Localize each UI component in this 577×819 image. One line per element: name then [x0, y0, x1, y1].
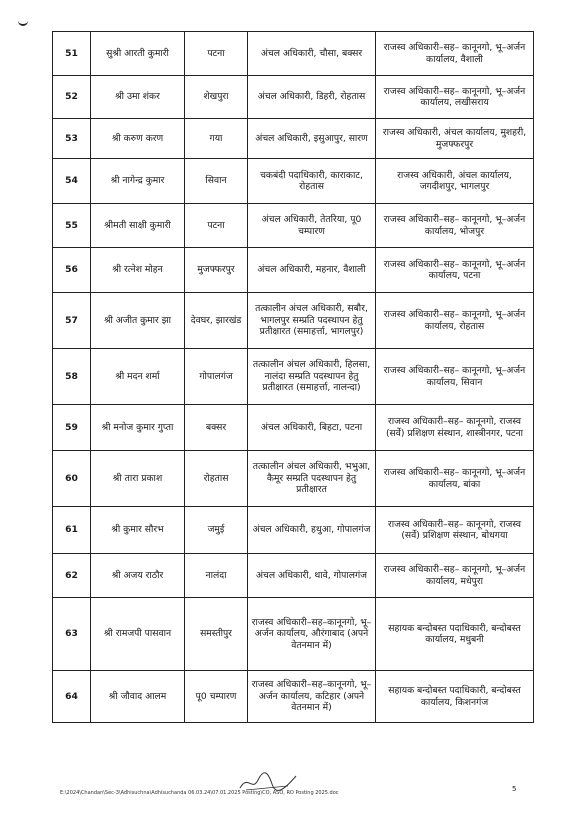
officer-name-cell: श्री नागेन्द्र कुमार	[91, 159, 185, 204]
table-row	[53, 598, 534, 671]
serial-number-cell: 58	[53, 349, 91, 405]
current-posting-cell: अंचल अधिकारी, बिहटा, पटना	[248, 405, 376, 451]
officer-name-cell: श्री उमा शंकर	[91, 76, 185, 119]
home-district-cell: जमुई	[185, 507, 248, 554]
current-posting-cell: तत्कालीन अंचल अधिकारी, सबौर, भागलपुर सम्प्रति पदस्थापन हेतु प्रतीक्षारत (समाहर्त्ता, भागलपुर)	[248, 293, 376, 349]
table-row	[53, 248, 534, 293]
serial-number-cell: 59	[53, 405, 91, 451]
officer-name-cell: सुश्री आरती कुमारी	[91, 32, 185, 76]
officer-name-cell: श्री मदन शर्मा	[91, 349, 185, 405]
new-posting-cell: राजस्व अधिकारी, अंचल कार्यालय, जगदीशपुर, भागलपुर	[376, 159, 534, 204]
home-district-cell: समस्तीपुर	[185, 598, 248, 671]
page-number: 5	[512, 785, 517, 793]
table-row	[53, 159, 534, 204]
serial-number-cell: 62	[53, 554, 91, 598]
new-posting-cell: राजस्व अधिकारी–सह– कानूनगो, भू–अर्जन कार्यालय, पटना	[376, 248, 534, 293]
home-district-cell: सिवान	[185, 159, 248, 204]
officer-name-cell: श्री अजीत कुमार झा	[91, 293, 185, 349]
table-row	[53, 349, 534, 405]
officer-name-cell: श्री करुण करण	[91, 119, 185, 159]
serial-number-cell: 63	[53, 598, 91, 671]
officer-name-cell: श्री तारा प्रकाश	[91, 451, 185, 507]
table-row	[53, 405, 534, 451]
serial-number-cell: 55	[53, 204, 91, 248]
current-posting-cell: चकबंदी पदाधिकारी, काराकाट, रोहतास	[248, 159, 376, 204]
new-posting-cell: राजस्व अधिकारी–सह– कानूनगो, भू–अर्जन कार्यालय, वैशाली	[376, 32, 534, 76]
new-posting-cell: राजस्व अधिकारी–सह– कानूनगो, भू–अर्जन कार्यालय, सिवान	[376, 349, 534, 405]
scan-mark	[18, 18, 28, 26]
table-row	[53, 76, 534, 119]
officer-name-cell: श्री कुमार सौरभ	[91, 507, 185, 554]
new-posting-cell: राजस्व अधिकारी, अंचल कार्यालय, मुशहरी, मुजफ्फरपुर	[376, 119, 534, 159]
home-district-cell: मुजफ्फरपुर	[185, 248, 248, 293]
officer-name-cell: श्री रत्नेश मोहन	[91, 248, 185, 293]
home-district-cell: पटना	[185, 204, 248, 248]
new-posting-cell: राजस्व अधिकारी–सह– कानूनगो, भू–अर्जन कार्यालय, रोहतास	[376, 293, 534, 349]
table-row	[53, 671, 534, 723]
table-row	[53, 507, 534, 554]
table-row	[53, 204, 534, 248]
current-posting-cell: अंचल अधिकारी, इसुआपुर, सारण	[248, 119, 376, 159]
new-posting-cell: राजस्व अधिकारी–सह– कानूनगो, भू–अर्जन कार्यालय, भोजपुर	[376, 204, 534, 248]
serial-number-cell: 64	[53, 671, 91, 723]
current-posting-cell: तत्कालीन अंचल अधिकारी, भभुआ, कैमूर सम्प्रति पदस्थापन हेतु प्रतीक्षारत	[248, 451, 376, 507]
serial-number-cell: 61	[53, 507, 91, 554]
table-row	[53, 293, 534, 349]
new-posting-cell: राजस्व अधिकारी–सह– कानूनगो, भू–अर्जन कार्यालय, लखीसराय	[376, 76, 534, 119]
current-posting-cell: अंचल अधिकारी, चौसा, बक्सर	[248, 32, 376, 76]
serial-number-cell: 51	[53, 32, 91, 76]
file-path-footer: E:\2024\Chandan\Sec-3\Adhisuchna\Adhisuchanda 06.03.24\07.01.2025 Posting\CO, ASO, RO Posting 2025.doc	[60, 790, 339, 796]
table-row	[53, 32, 534, 76]
current-posting-cell: राजस्व अधिकारी–सह–कानूनगो, भू–अर्जन कार्यालय, औरंगाबाद (अपने वेतनमान में)	[248, 598, 376, 671]
table-row	[53, 451, 534, 507]
officer-name-cell: श्रीमती साक्षी कुमारी	[91, 204, 185, 248]
officer-name-cell: श्री अजय राठौर	[91, 554, 185, 598]
new-posting-cell: राजस्व अधिकारी–सह– कानूनगो, राजस्व (सर्वे) प्रशिक्षण संस्थान, शास्त्रीनगर, पटना	[376, 405, 534, 451]
serial-number-cell: 60	[53, 451, 91, 507]
new-posting-cell: राजस्व अधिकारी–सह– कानूनगो, भू–अर्जन कार्यालय, बांका	[376, 451, 534, 507]
home-district-cell: गोपालगंज	[185, 349, 248, 405]
home-district-cell: पू0 चम्पारण	[185, 671, 248, 723]
serial-number-cell: 56	[53, 248, 91, 293]
new-posting-cell: सहायक बन्दोबस्त पदाधिकारी, बन्दोबस्त कार्यालय, मधुबनी	[376, 598, 534, 671]
home-district-cell: पटना	[185, 32, 248, 76]
current-posting-cell: अंचल अधिकारी, हथुआ, गोपालगंज	[248, 507, 376, 554]
home-district-cell: रोहतास	[185, 451, 248, 507]
serial-number-cell: 54	[53, 159, 91, 204]
home-district-cell: गया	[185, 119, 248, 159]
current-posting-cell: अंचल अधिकारी, महनार, वैशाली	[248, 248, 376, 293]
new-posting-cell: राजस्व अधिकारी–सह– कानूनगो, राजस्व (सर्वे) प्रशिक्षण संस्थान, बोधगया	[376, 507, 534, 554]
serial-number-cell: 53	[53, 119, 91, 159]
officer-name-cell: श्री मनोज कुमार गुप्ता	[91, 405, 185, 451]
current-posting-cell: अंचल अधिकारी, थावे, गोपालगंज	[248, 554, 376, 598]
current-posting-cell: तत्कालीन अंचल अधिकारी, हिलसा, नालंदा सम्प्रति पदस्थापन हेतु प्रतीक्षारत (समाहर्त्ता, नालन्दा)	[248, 349, 376, 405]
home-district-cell: देवघर, झारखंड	[185, 293, 248, 349]
home-district-cell: शेखपुरा	[185, 76, 248, 119]
current-posting-cell: राजस्व अधिकारी–सह–कानूनगो, भू–अर्जन कार्यालय, कटिहार (अपने वेतनमान में)	[248, 671, 376, 723]
new-posting-cell: राजस्व अधिकारी–सह– कानूनगो, भू–अर्जन कार्यालय, मधेपुरा	[376, 554, 534, 598]
home-district-cell: नालंदा	[185, 554, 248, 598]
current-posting-cell: अंचल अधिकारी, तेतरिया, पू0 चम्पारण	[248, 204, 376, 248]
home-district-cell: बक्सर	[185, 405, 248, 451]
new-posting-cell: सहायक बन्दोबस्त पदाधिकारी, बन्दोबस्त कार्यालय, किशनगंज	[376, 671, 534, 723]
officer-name-cell: श्री रामजपी पासवान	[91, 598, 185, 671]
serial-number-cell: 57	[53, 293, 91, 349]
current-posting-cell: अंचल अधिकारी, डिहरी, रोहतास	[248, 76, 376, 119]
posting-table	[52, 31, 534, 723]
officer-name-cell: श्री जौवाद आलम	[91, 671, 185, 723]
serial-number-cell: 52	[53, 76, 91, 119]
table-row	[53, 554, 534, 598]
table-row	[53, 119, 534, 159]
